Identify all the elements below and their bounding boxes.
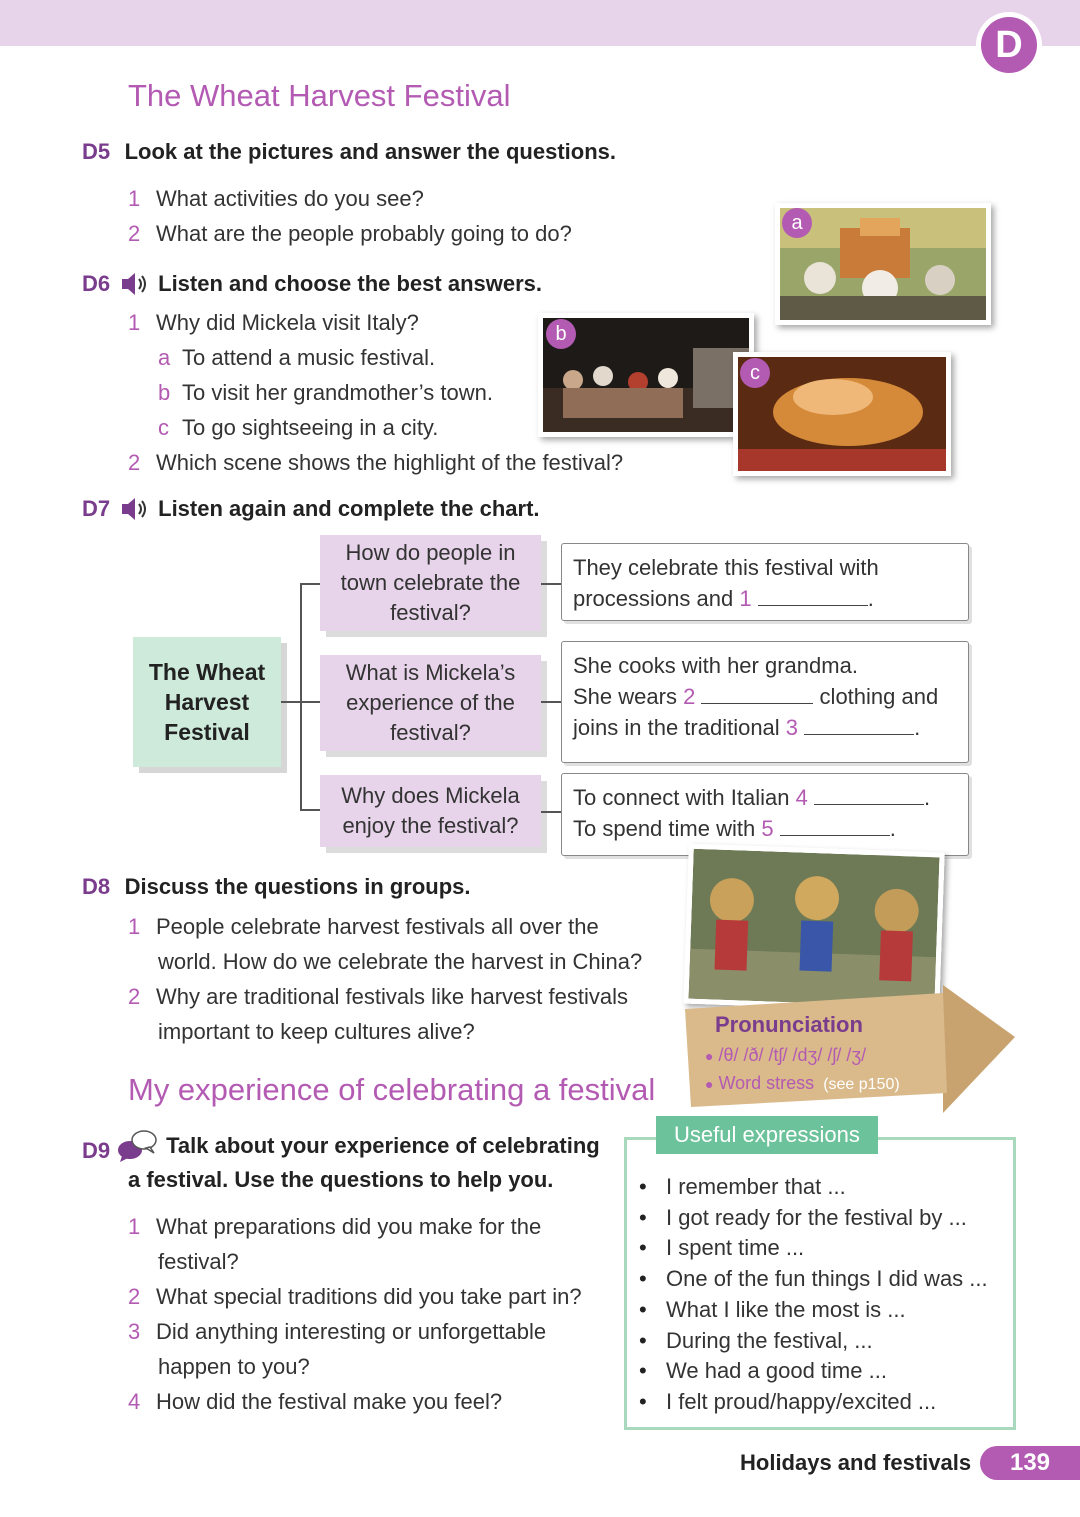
option-text: To go sightseeing in a city. xyxy=(182,415,439,440)
answer-text: . xyxy=(914,715,921,740)
d9-code: D9 xyxy=(82,1138,111,1163)
option-letter: b xyxy=(158,380,171,405)
answer-line xyxy=(573,782,957,813)
d5-heading xyxy=(82,139,616,165)
useful-expressions-box xyxy=(624,1137,1016,1430)
answer-text: . xyxy=(923,785,931,810)
connector xyxy=(541,583,561,585)
question-line xyxy=(128,1014,688,1049)
answer-text: clothing and xyxy=(813,684,939,709)
harvest-dancers-image xyxy=(688,849,939,1007)
chart-main-label: The Wheat Harvest Festival xyxy=(148,659,266,745)
d9-instruction-line-1: Talk about your experience of celebrating xyxy=(166,1133,600,1158)
blank-number: 1 xyxy=(739,586,752,611)
connector xyxy=(300,701,320,703)
expression-item: • I spent time ... xyxy=(639,1233,988,1264)
d6-option-b[interactable] xyxy=(158,375,493,410)
question-text: world. How do we celebrate the harvest in China? xyxy=(158,949,643,974)
question-line xyxy=(128,1314,618,1349)
d7-instruction: Listen again and complete the chart. xyxy=(158,496,540,521)
question-number: 2 xyxy=(128,984,141,1009)
chart-question-1 xyxy=(320,535,541,631)
pronunciation-title: Pronunciation xyxy=(715,1012,863,1037)
blank-number: 2 xyxy=(683,684,696,709)
pronunciation-sounds: /θ/ /ð/ /tʃ/ /dʒ/ /ʃ/ /ʒ/ xyxy=(718,1045,867,1065)
d9-question-3 xyxy=(128,1314,618,1384)
answer-text: . xyxy=(889,816,896,841)
question-number: 2 xyxy=(128,221,141,246)
question-text: What special traditions did you take part in? xyxy=(156,1284,582,1309)
question-text: festival? xyxy=(158,1249,239,1274)
connector xyxy=(541,701,561,703)
d6-instruction: Listen and choose the best answers. xyxy=(158,271,543,296)
connector xyxy=(300,809,320,811)
answer-text: They celebrate this festival with xyxy=(573,555,879,580)
d6-heading xyxy=(82,270,542,298)
unit-badge xyxy=(976,12,1042,78)
blank-number: 3 xyxy=(785,715,799,740)
d6-question-1 xyxy=(128,305,419,340)
photo-label-a: a xyxy=(782,208,812,238)
chart-answer-2 xyxy=(561,641,969,763)
d8-heading xyxy=(82,874,471,900)
option-text: To visit her grandmother’s town. xyxy=(182,380,493,405)
useful-expressions-title: Useful expressions xyxy=(656,1116,878,1154)
question-line xyxy=(128,1384,618,1419)
speech-bubbles-icon xyxy=(116,1128,158,1162)
expression-item: • I got ready for the festival by ... xyxy=(639,1203,988,1234)
answer-line xyxy=(573,681,957,712)
question-line xyxy=(128,1349,618,1384)
answer-line xyxy=(573,650,957,681)
expression-item: • We had a good time ... xyxy=(639,1356,988,1387)
answer-text: To spend time with xyxy=(573,816,762,841)
question-text: Which scene shows the highlight of the festival? xyxy=(156,450,624,475)
chart-question-text: How do people in town celebrate the festival? xyxy=(340,540,521,625)
pronunciation-box xyxy=(685,985,1015,1115)
d7-code: D7 xyxy=(82,496,111,521)
d6-question-2 xyxy=(128,445,623,480)
blank-3[interactable] xyxy=(804,715,914,735)
word-stress-label: Word stress xyxy=(718,1073,815,1093)
question-line xyxy=(128,944,688,979)
d9-question-2 xyxy=(128,1279,618,1314)
chart-answer-1 xyxy=(561,543,969,621)
d6-option-a[interactable] xyxy=(158,340,435,375)
answer-text: processions and xyxy=(573,586,740,611)
d6-code: D6 xyxy=(82,271,111,296)
expression-item: • I felt proud/happy/excited ... xyxy=(639,1387,988,1418)
question-text: Why did Mickela visit Italy? xyxy=(156,310,419,335)
d8-question-2 xyxy=(128,979,688,1049)
connector xyxy=(300,583,302,811)
d8-instruction: Discuss the questions in groups. xyxy=(124,874,471,899)
question-text: happen to you? xyxy=(158,1354,310,1379)
bullet: ● xyxy=(705,1048,714,1064)
chart-main-box xyxy=(133,637,281,767)
connector xyxy=(300,583,320,585)
question-text: important to keep cultures alive? xyxy=(158,1019,475,1044)
answer-line xyxy=(573,813,957,844)
blank-2[interactable] xyxy=(701,684,813,704)
page-number: 139 xyxy=(980,1446,1080,1480)
blank-1[interactable] xyxy=(758,586,868,606)
connector xyxy=(281,701,301,703)
d5-code: D5 xyxy=(82,139,111,164)
answer-text: She cooks with her grandma. xyxy=(573,653,858,678)
d8-question-1 xyxy=(128,909,688,979)
question-text: Did anything interesting or unforgettable xyxy=(156,1319,547,1344)
expression-item: • I remember that ... xyxy=(639,1172,988,1203)
option-letter: c xyxy=(158,415,169,440)
d9-heading xyxy=(82,1128,600,1164)
photo-label-c: c xyxy=(740,358,770,388)
page-reference[interactable]: (see p150) xyxy=(823,1076,900,1093)
chart-question-2 xyxy=(320,655,541,751)
question-number: 2 xyxy=(128,450,141,475)
question-text: How did the festival make you feel? xyxy=(156,1389,503,1414)
answer-text: . xyxy=(867,586,874,611)
chart-question-text: Why does Mickela enjoy the festival? xyxy=(341,783,520,838)
section-title: The Wheat Harvest Festival xyxy=(128,78,511,113)
answer-line xyxy=(573,552,957,583)
question-line xyxy=(128,1279,618,1314)
expression-item: • During the festival, ... xyxy=(639,1326,988,1357)
blank-number: 5 xyxy=(761,816,774,841)
d5-question-1 xyxy=(128,181,424,216)
d9-question-4 xyxy=(128,1384,618,1419)
d9-question-1 xyxy=(128,1209,618,1279)
answer-text: She wears xyxy=(573,684,684,709)
pronunciation-item-2 xyxy=(705,1073,900,1094)
chart-answer-3 xyxy=(561,773,969,856)
blank-4[interactable] xyxy=(814,785,924,805)
answer-line xyxy=(573,712,957,743)
d6-option-c[interactable] xyxy=(158,410,438,445)
d8-code: D8 xyxy=(82,874,111,899)
question-text: What preparations did you make for the xyxy=(156,1214,542,1239)
photo-label-b: b xyxy=(546,319,576,349)
question-line xyxy=(128,979,688,1014)
question-text: What are the people probably going to do? xyxy=(156,221,572,246)
answer-text: joins in the traditional xyxy=(573,715,786,740)
option-text: To attend a music festival. xyxy=(182,345,436,370)
pronunciation-item-1 xyxy=(705,1045,866,1066)
useful-expressions-list xyxy=(639,1172,988,1418)
question-text: People celebrate harvest festivals all over the xyxy=(156,914,599,939)
d5-instruction: Look at the pictures and answer the questions. xyxy=(124,139,617,164)
chart-question-3 xyxy=(320,775,541,847)
top-color-bar xyxy=(0,0,1080,46)
d7-heading xyxy=(82,495,540,523)
blank-number: 4 xyxy=(795,785,808,810)
audio-speaker-icon[interactable] xyxy=(120,495,150,523)
question-number: 2 xyxy=(128,1284,141,1309)
answer-text: To connect with Italian xyxy=(573,785,796,810)
chart-question-text: What is Mickela’s experience of the festival? xyxy=(345,660,516,745)
question-line xyxy=(128,1209,618,1244)
option-letter: a xyxy=(158,345,171,370)
d5-question-2 xyxy=(128,216,572,251)
connector xyxy=(541,811,561,813)
audio-speaker-icon[interactable] xyxy=(120,270,150,298)
question-text: Why are traditional festivals like harvest festivals xyxy=(156,984,628,1009)
question-number: 1 xyxy=(128,310,141,335)
unit-letter: D xyxy=(981,17,1037,73)
expression-item: • One of the fun things I did was ... xyxy=(639,1264,988,1295)
answer-line xyxy=(573,583,957,614)
d9-instruction-line-2: a festival. Use the questions to help you. xyxy=(128,1167,554,1192)
question-number: 4 xyxy=(128,1389,141,1414)
question-text: What activities do you see? xyxy=(156,186,424,211)
bullet: ● xyxy=(705,1076,714,1092)
subtitle: My experience of celebrating a festival xyxy=(128,1072,656,1107)
question-number: 1 xyxy=(128,914,141,939)
blank-5[interactable] xyxy=(780,816,890,836)
question-line xyxy=(128,1244,618,1279)
footer-chapter: Holidays and festivals xyxy=(740,1450,972,1475)
question-number: 1 xyxy=(128,186,141,211)
question-number: 1 xyxy=(128,1214,141,1239)
question-line xyxy=(128,909,688,944)
expression-item: • What I like the most is ... xyxy=(639,1295,988,1326)
question-number: 3 xyxy=(128,1319,141,1344)
